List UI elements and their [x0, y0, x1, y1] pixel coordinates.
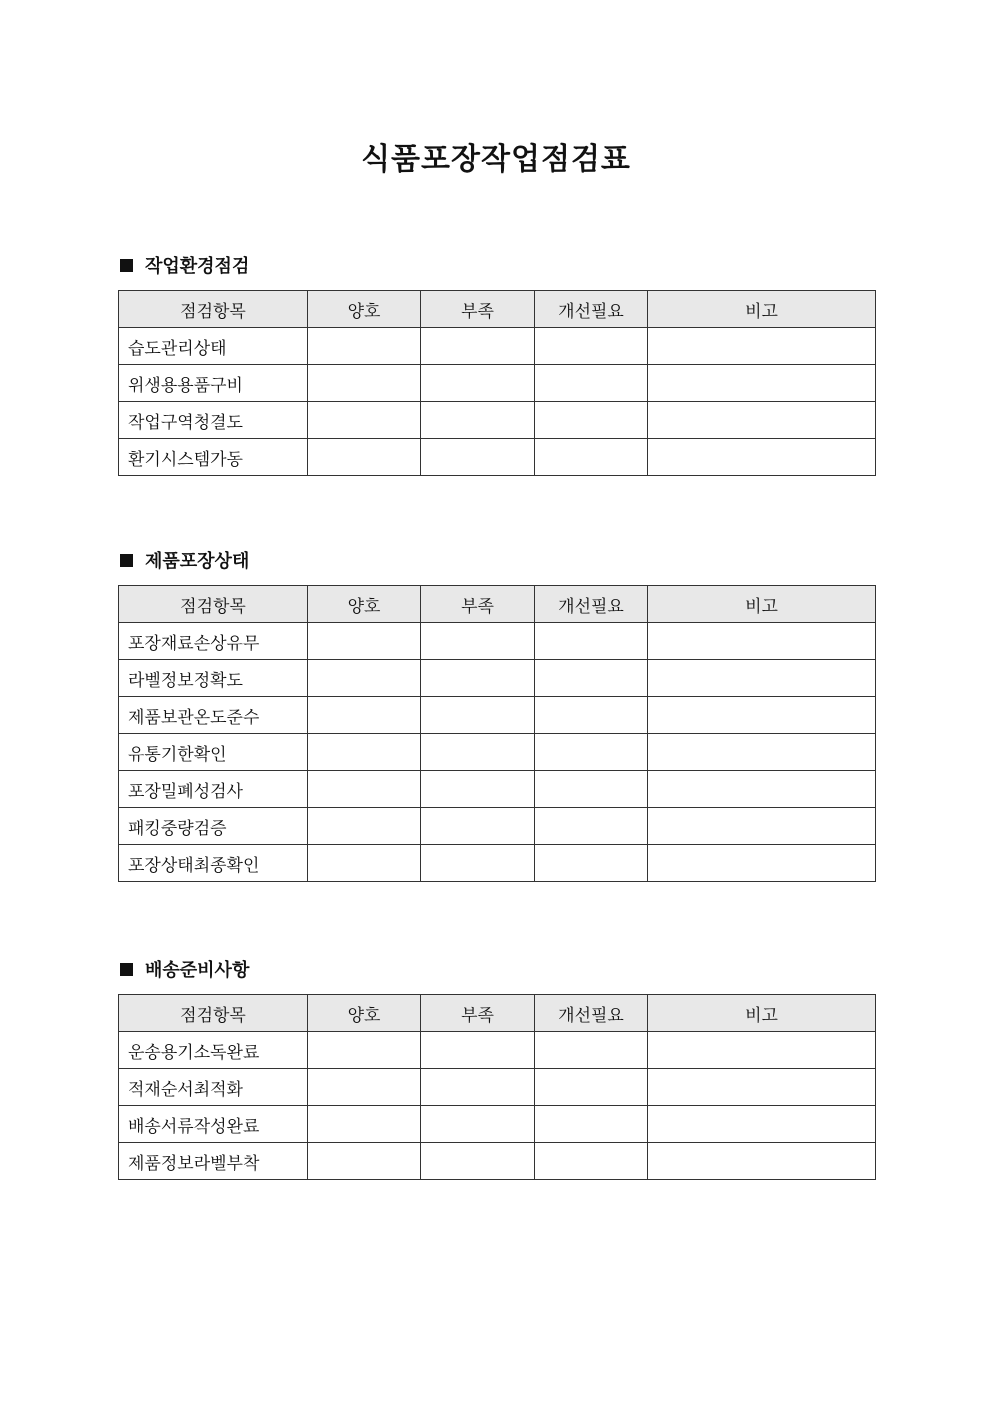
- item-label: 작업구역청결도: [119, 402, 308, 439]
- check-needs-improvement-cell[interactable]: [535, 660, 648, 697]
- remarks-cell[interactable]: [648, 734, 876, 771]
- check-needs-improvement-cell[interactable]: [535, 808, 648, 845]
- item-label: 패킹중량검증: [119, 808, 308, 845]
- square-bullet-icon: [120, 963, 133, 976]
- item-label: 포장상태최종확인: [119, 845, 308, 882]
- check-good-cell[interactable]: [308, 1032, 421, 1069]
- check-needs-improvement-cell[interactable]: [535, 697, 648, 734]
- check-insufficient-cell[interactable]: [421, 660, 535, 697]
- header-item: 점검항목: [119, 586, 308, 623]
- checklist-table: [118, 994, 876, 1180]
- remarks-cell[interactable]: [648, 771, 876, 808]
- item-label: 제품보관온도준수: [119, 697, 308, 734]
- check-needs-improvement-cell[interactable]: [535, 365, 648, 402]
- header-good: 양호: [308, 291, 421, 328]
- item-label: 습도관리상태: [119, 328, 308, 365]
- header-remarks: 비고: [648, 291, 876, 328]
- check-needs-improvement-cell[interactable]: [535, 328, 648, 365]
- check-good-cell[interactable]: [308, 845, 421, 882]
- remarks-cell[interactable]: [648, 1106, 876, 1143]
- section-shipping-preparation: [118, 954, 875, 1180]
- remarks-cell[interactable]: [648, 365, 876, 402]
- table-row: [119, 328, 876, 365]
- remarks-cell[interactable]: [648, 808, 876, 845]
- check-insufficient-cell[interactable]: [421, 365, 535, 402]
- header-needs-improvement: 개선필요: [535, 586, 648, 623]
- check-insufficient-cell[interactable]: [421, 402, 535, 439]
- square-bullet-icon: [120, 259, 133, 272]
- table-row: [119, 697, 876, 734]
- table-row: [119, 1032, 876, 1069]
- check-insufficient-cell[interactable]: [421, 1069, 535, 1106]
- check-good-cell[interactable]: [308, 697, 421, 734]
- check-good-cell[interactable]: [308, 1069, 421, 1106]
- check-good-cell[interactable]: [308, 402, 421, 439]
- check-needs-improvement-cell[interactable]: [535, 734, 648, 771]
- table-header-row: [119, 291, 876, 328]
- check-insufficient-cell[interactable]: [421, 697, 535, 734]
- table-row: [119, 439, 876, 476]
- item-label: 유통기한확인: [119, 734, 308, 771]
- table-header-row: [119, 995, 876, 1032]
- remarks-cell[interactable]: [648, 328, 876, 365]
- check-needs-improvement-cell[interactable]: [535, 1143, 648, 1180]
- remarks-cell[interactable]: [648, 439, 876, 476]
- section-heading: [118, 954, 875, 984]
- section-heading-text: 배송준비사항: [145, 960, 250, 981]
- header-insufficient: 부족: [421, 995, 535, 1032]
- table-row: [119, 1069, 876, 1106]
- check-needs-improvement-cell[interactable]: [535, 439, 648, 476]
- item-label: 배송서류작성완료: [119, 1106, 308, 1143]
- table-row: [119, 734, 876, 771]
- check-needs-improvement-cell[interactable]: [535, 1032, 648, 1069]
- header-insufficient: 부족: [421, 291, 535, 328]
- check-good-cell[interactable]: [308, 623, 421, 660]
- remarks-cell[interactable]: [648, 623, 876, 660]
- page-title: 식품포장작업점검표: [361, 142, 631, 177]
- item-label: 위생용용품구비: [119, 365, 308, 402]
- header-remarks: 비고: [648, 586, 876, 623]
- check-insufficient-cell[interactable]: [421, 328, 535, 365]
- check-insufficient-cell[interactable]: [421, 1106, 535, 1143]
- section-heading-text: 제품포장상태: [145, 551, 250, 572]
- item-label: 포장재료손상유무: [119, 623, 308, 660]
- remarks-cell[interactable]: [648, 660, 876, 697]
- check-needs-improvement-cell[interactable]: [535, 1106, 648, 1143]
- section-heading: [118, 545, 875, 575]
- item-label: 라벨정보정확도: [119, 660, 308, 697]
- check-good-cell[interactable]: [308, 660, 421, 697]
- check-insufficient-cell[interactable]: [421, 1143, 535, 1180]
- item-label: 적재순서최적화: [119, 1069, 308, 1106]
- check-good-cell[interactable]: [308, 1143, 421, 1180]
- check-good-cell[interactable]: [308, 734, 421, 771]
- item-label: 환기시스템가동: [119, 439, 308, 476]
- header-insufficient: 부족: [421, 586, 535, 623]
- check-needs-improvement-cell[interactable]: [535, 623, 648, 660]
- square-bullet-icon: [120, 554, 133, 567]
- check-good-cell[interactable]: [308, 808, 421, 845]
- check-needs-improvement-cell[interactable]: [535, 845, 648, 882]
- check-good-cell[interactable]: [308, 439, 421, 476]
- header-needs-improvement: 개선필요: [535, 995, 648, 1032]
- table-row: [119, 365, 876, 402]
- item-label: 제품정보라벨부착: [119, 1143, 308, 1180]
- remarks-cell[interactable]: [648, 1069, 876, 1106]
- table-header-row: [119, 586, 876, 623]
- remarks-cell[interactable]: [648, 845, 876, 882]
- item-label: 운송용기소독완료: [119, 1032, 308, 1069]
- check-insufficient-cell[interactable]: [421, 623, 535, 660]
- remarks-cell[interactable]: [648, 1143, 876, 1180]
- check-needs-improvement-cell[interactable]: [535, 771, 648, 808]
- remarks-cell[interactable]: [648, 402, 876, 439]
- check-needs-improvement-cell[interactable]: [535, 402, 648, 439]
- remarks-cell[interactable]: [648, 697, 876, 734]
- section-work-environment: [118, 250, 875, 476]
- checklist-table: [118, 585, 876, 882]
- header-item: 점검항목: [119, 995, 308, 1032]
- check-good-cell[interactable]: [308, 328, 421, 365]
- header-good: 양호: [308, 586, 421, 623]
- check-insufficient-cell[interactable]: [421, 439, 535, 476]
- check-good-cell[interactable]: [308, 1106, 421, 1143]
- check-insufficient-cell[interactable]: [421, 734, 535, 771]
- section-heading: [118, 250, 875, 280]
- table-row: [119, 808, 876, 845]
- table-row: [119, 660, 876, 697]
- check-insufficient-cell[interactable]: [421, 808, 535, 845]
- table-row: [119, 771, 876, 808]
- checklist-table: [118, 290, 876, 476]
- table-row: [119, 402, 876, 439]
- section-heading-text: 작업환경점검: [145, 256, 250, 277]
- header-good: 양호: [308, 995, 421, 1032]
- table-row: [119, 1106, 876, 1143]
- table-row: [119, 845, 876, 882]
- table-row: [119, 623, 876, 660]
- check-needs-improvement-cell[interactable]: [535, 1069, 648, 1106]
- check-good-cell[interactable]: [308, 365, 421, 402]
- check-insufficient-cell[interactable]: [421, 771, 535, 808]
- section-product-packaging: [118, 545, 875, 882]
- header-needs-improvement: 개선필요: [535, 291, 648, 328]
- check-insufficient-cell[interactable]: [421, 1032, 535, 1069]
- remarks-cell[interactable]: [648, 1032, 876, 1069]
- header-remarks: 비고: [648, 995, 876, 1032]
- check-good-cell[interactable]: [308, 771, 421, 808]
- item-label: 포장밀폐성검사: [119, 771, 308, 808]
- table-row: [119, 1143, 876, 1180]
- check-insufficient-cell[interactable]: [421, 845, 535, 882]
- header-item: 점검항목: [119, 291, 308, 328]
